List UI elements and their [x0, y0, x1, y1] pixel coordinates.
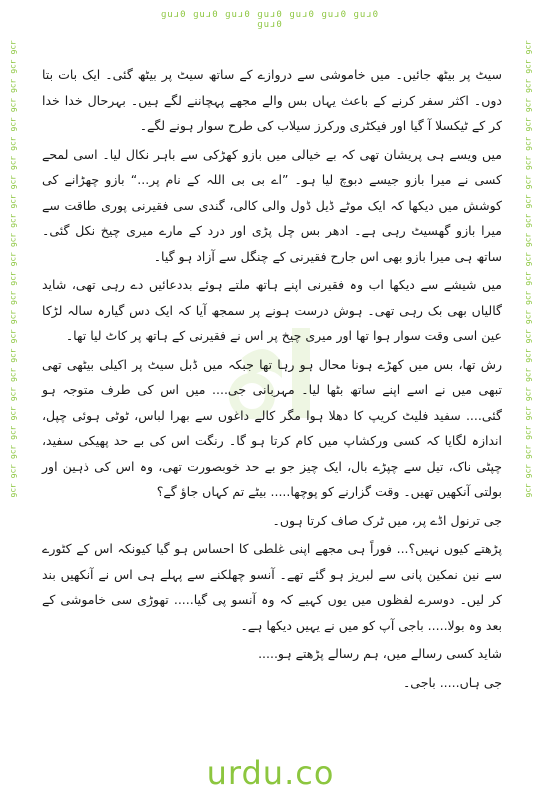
story-text: [42, 62, 502, 698]
paragraph: پڑھتے کیوں نہیں؟... فوراً ہی مجھے اپنی غلطی کا احساس ہو گیا کیونکہ اس کے کٹورے سے نین نمکین پانی سے لبریز ہو گئے تھے۔ آنسو چھلکنے سے پہلے ہی اس نے آنکھیں بند کر لیں۔ دوسرے لفظوں میں یوں کہیے کہ وہ آنسو پی گیا..... تھوڑی سی خاموشی کے بعد وہ بولا..... باجی آپ کو میں نے یہیں دیکھا ہے۔: [42, 541, 502, 633]
paragraph: جی ہاں..... باجی۔: [402, 674, 502, 690]
paragraph: رش تھا، بس میں کھڑے ہونا محال ہو رہا تھا جبکہ میں ڈبل سیٹ پر اکیلی بیٹھی تھی تبھی میں نے اسے اپنے ساتھ بٹھا لیا۔ مہربانی جی.... میں اس کی طرف متوجہ ہو گئی.... سفید فلیٹ کریپ کا دھلا ہوا مگر کالے داغوں سے بھرا لباس، ٹوٹی ہوئی چپل، اندازہ لگایا کہ کسی ورکشاپ میں کام کرتا ہو گا۔ رنگت اس کی بے حد پھیکی سفید، چپٹی ناک، تیل سے چپڑے بال، ایک چیز جو بے حد خوبصورت تھی، وہ اس کی ذہین اور بولتی آنکھیں تھیں۔ وقت گزارنے کو پوچھا..... بیٹے تم کہاں جاؤ گے؟: [42, 356, 502, 499]
paragraph: سیٹ پر بیٹھ جائیں۔ میں خاموشی سے دروازے کے ساتھ سیٹ پر بیٹھ گئی۔ ایک بات بتا دوں۔ اکثر سفر کرنے کے باعث یہاں بس والے مجھے پہچاننے لگے ہیں۔ بہرحال خدا خدا کر کے ٹیکسلا آ گیا اور فیکٹری ورکرز سیلاب کی طرح سوار ہونے لگے۔: [42, 67, 502, 133]
paragraph: میں شیشے سے دیکھا اب وہ فقیرنی اپنے ہاتھ ملتے ہوئے بددعائیں دے رہی تھی، شاید گالیاں بھی بک رہی تھی۔ ہوش درست ہونے پر سمجھ آیا کہ ایک دس گیارہ سالہ لڑکا عین اسی وقت سوار ہوا تھا اور میری چیخ پر اس نے فقیرنی کے ہاتھ پر کاٹ لیا تھا۔: [42, 277, 502, 343]
decorative-border-right: ɹɔ6 ɹɔ6 ɹɔ6 ɹɔ6 ɹɔ6 ɹɔ6 ɹɔ6 ɹɔ6 ɹɔ6 ɹɔ6 ɹɔ6 ɹɔ6 ɹɔ6 ɹɔ6 ɹɔ6 ɹɔ6 ɹɔ6 ɹɔ6 ɹɔ6 ɹɔ6 ɹɔ6 ɹɔ6 ɹɔ6 ɹɔ6: [524, 40, 533, 498]
footer-logo: urdu.co: [206, 754, 335, 792]
decorative-border-left: ɹɔ6 ɹɔ6 ɹɔ6 ɹɔ6 ɹɔ6 ɹɔ6 ɹɔ6 ɹɔ6 ɹɔ6 ɹɔ6 ɹɔ6 ɹɔ6 ɹɔ6 ɹɔ6 ɹɔ6 ɹɔ6 ɹɔ6 ɹɔ6 ɹɔ6 ɹɔ6 ɹɔ6 ɹɔ6 ɹɔ6 ɹɔ6: [9, 40, 18, 498]
paragraph: شاید کسی رسالے میں، ہم رسالے پڑھتے ہو.....: [258, 646, 502, 661]
paragraph: جی ترنول اڈے پر، میں ٹرک صاف کرتا ہوں۔: [272, 512, 502, 528]
paragraph: میں ویسے ہی پریشان تھی کہ بے خیالی میں بازو کھڑکی سے باہر نکال لیا۔ اسی لمحے کسی نے میرا بازو جیسے دبوچ لیا ہو۔ ”اے بی بی اللہ کے نام پر...“ بازو چھڑانے کی کوشش میں دیکھا کہ ایک موٹے ڈیل ڈول والی کالی، گندی سی فقیرنی پوری طاقت سے میرا بازو گھسیٹ رہی ہے۔ ادھر بس چل پڑی اور درد کے مارے میری چیخ نکل گئی۔ ساتھ ہی میرا بازو بھی اس جارح فقیرنی کے چنگل سے آزاد ہو گیا۔: [42, 146, 502, 264]
decorative-border-top: ɡuɹ0 ɡuɹ0 ɡuɹ0 ɡuɹ0 ɡuɹ0 ɡuɹ0 ɡuɹ0 ɡuɹ0: [160, 10, 380, 30]
